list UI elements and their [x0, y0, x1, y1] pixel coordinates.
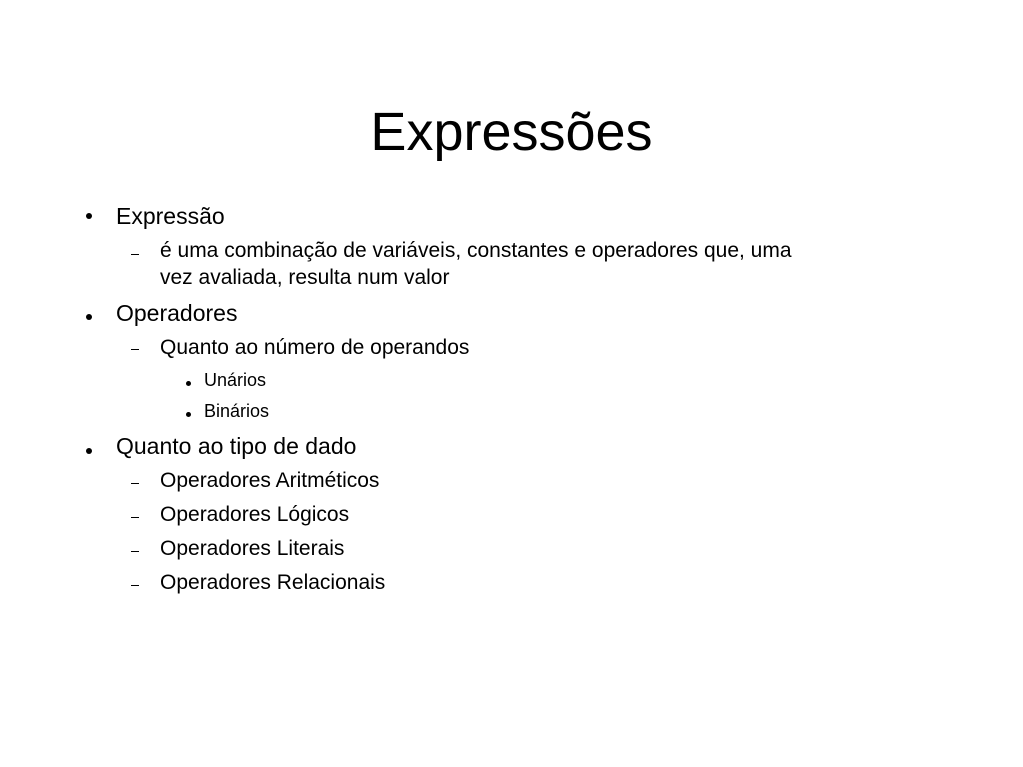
sub-item-definition-line2: vez avaliada, resulta num valor: [160, 266, 450, 289]
sub-sub-item-binarios: Binários: [204, 401, 270, 421]
bullet-icon: [186, 381, 191, 386]
sub-item-numero-operandos: Quanto ao número de operandos: [160, 336, 470, 359]
sub-item-definition-line1: é uma combinação de variáveis, constantes e operadores que, uma: [160, 239, 792, 262]
dash-icon: [131, 483, 139, 484]
slide-title: Expressões: [370, 102, 653, 162]
dash-icon: [131, 349, 139, 350]
dash-icon: [131, 254, 139, 255]
sub-item-literais: Operadores Literais: [160, 537, 345, 560]
bullet-icon: [86, 448, 92, 454]
bullet-item-tipo-de-dado: Quanto ao tipo de dado: [116, 433, 357, 459]
bullet-icon: [186, 412, 191, 417]
dash-icon: [131, 585, 139, 586]
dash-icon: [131, 517, 139, 518]
bullet-icon: [86, 213, 92, 219]
dash-icon: [131, 551, 139, 552]
bullet-icon: [86, 314, 92, 320]
sub-item-logicos: Operadores Lógicos: [160, 503, 350, 526]
bullet-item-operadores: Operadores: [116, 300, 238, 326]
sub-sub-item-unarios: Unários: [204, 370, 267, 390]
bullet-item-expressao: Expressão: [116, 203, 225, 229]
sub-item-relacionais: Operadores Relacionais: [160, 571, 386, 594]
sub-item-aritmeticos: Operadores Aritméticos: [160, 469, 380, 492]
